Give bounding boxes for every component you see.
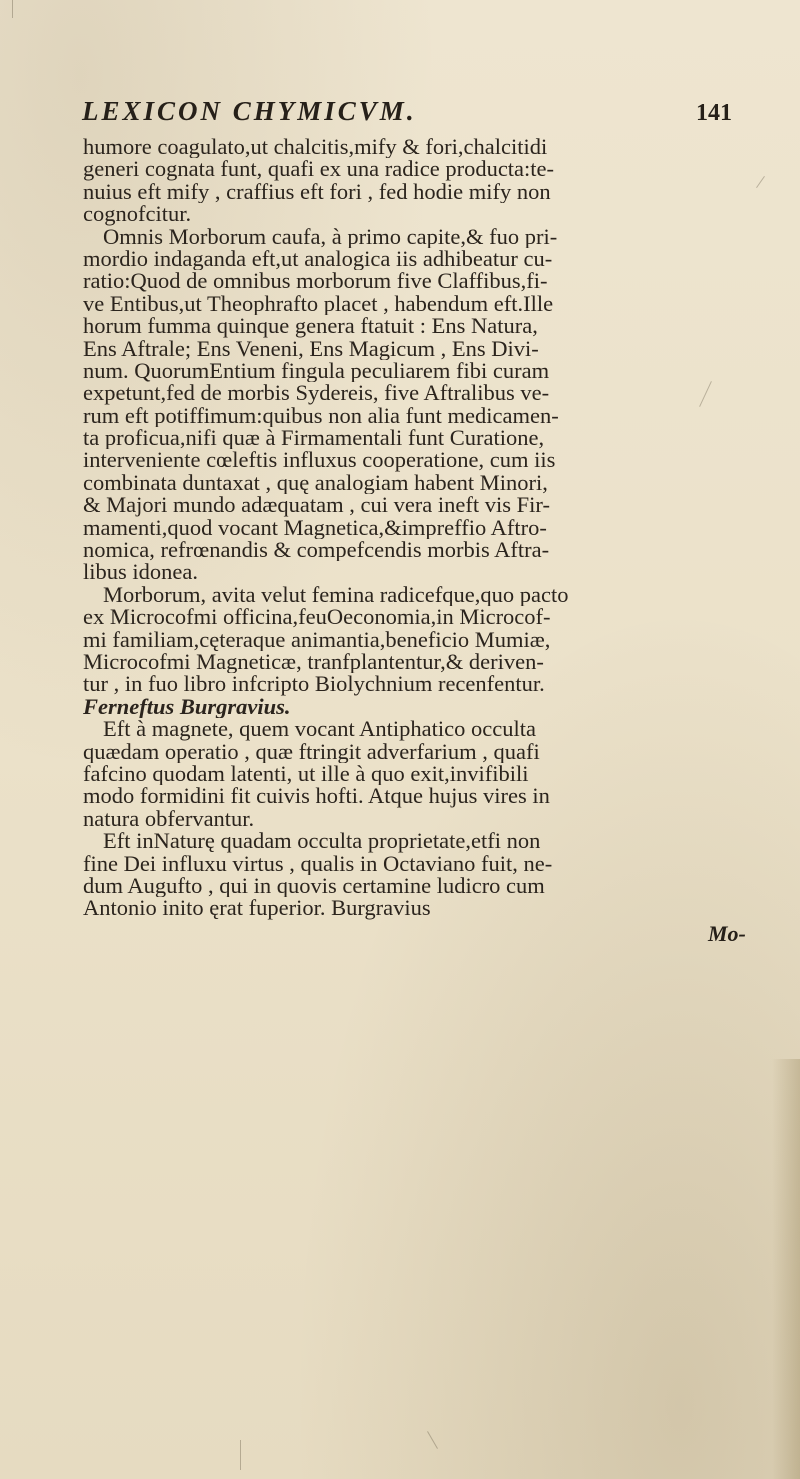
paper-fleck [756,176,765,188]
text-line: Eft inNaturę quadam occulta proprietate,etfi non [103,830,541,853]
text-line: ex Microcofmi officina,feuOeconomia,in Microcof- [83,606,551,629]
paper-fleck [240,1440,241,1470]
text-line: Eft à magnete, quem vocant Antiphatico occulta [103,718,536,741]
running-title: LEXICON CHYMICVM. [82,96,417,126]
text-line: interveniente cœleftis influxus cooperatione, cum iis [83,449,556,472]
text-line: Omnis Morborum caufa, à primo capite,& fuo pri- [103,225,558,248]
paper-fleck [12,0,13,18]
text-line: fafcino quodam latenti, ut ille à quo exit,invifibili [83,762,529,786]
page-edge-shadow [772,1059,800,1479]
text-line: nuius eft mify , craffius eft fori , fed hodie mify non [83,180,551,204]
text-line: modo formidini fit cuivis hofti. Atque hujus vires in [83,785,550,808]
body-text [83,136,743,920]
text-line: quædam operatio , quæ ftringit adverfarium , quafi [83,740,540,763]
paper-fleck [427,1431,438,1449]
text-line: horum fumma quinque genera ftatuit : Ens Natura, [83,315,538,338]
text-line: & Majori mundo adæquatam , cui vera ineft vis Fir- [83,494,550,517]
catchword: Mo- [708,921,746,946]
text-line: ta proficua,nifi quæ à Firmamentali funt Curatione, [83,427,545,450]
text-line: humore coagulato,ut chalcitis,mify & fori,chalcitidi [83,136,548,159]
text-line: mordio indaganda eft,ut analogica iis adhibeatur cu- [83,247,553,271]
text-line: Microcofmi Magneticæ, tranfplantentur,& deriven- [83,650,544,674]
text-line: libus idonea. [83,561,198,584]
text-line: Ens Aftrale; Ens Veneni, Ens Magicum , Ens Divi- [83,337,539,360]
text-line: rum eft potiffimum:quibus non alia funt medicamen- [83,404,559,428]
text-line: generi cognata funt, quafi ex una radice producta:te- [83,158,555,181]
text-line: Morborum, avita velut femina radicefque,quo pacto [103,583,569,607]
text-line: dum Augufto , qui in quovis certamine ludicro cum [83,874,545,898]
text-line: mi familiam,cęteraque animantia,beneficio Mumiæ, [83,628,551,651]
text-line: ve Entibus,ut Theophrafto placet , habendum eft.Ille [83,292,554,316]
page-number: 141 [696,100,732,126]
text-line: tur , in fuo libro infcripto Biolychnium recenfentur. [83,673,545,696]
text-line: nomica, refrœnandis & compefcendis morbis Aftra- [83,539,550,562]
text-line: combinata duntaxat , quę analogiam habent Minori, [83,471,548,495]
text-line: expetunt,fed de morbis Sydereis, five Aftralibus ve- [83,382,550,405]
text-line: num. QuorumEntium fingula peculiarem fibi curam [83,359,550,383]
text-line: mamenti,quod vocant Magnetica,&impreffio Aftro- [83,516,547,540]
text-line: ratio:Quod de omnibus morborum five Claffibus,fi- [83,270,548,293]
text-line: fine Dei influxu virtus , qualis in Octaviano fuit, ne- [83,852,553,875]
text-line: natura obfervantur. [83,807,255,831]
page-header [82,96,732,130]
text-line: cognofcitur. [83,203,192,226]
text-line: Antonio inito ęrat fuperior. Burgravius [83,897,431,920]
text-line: Ferneftus Burgravius. [83,695,291,719]
